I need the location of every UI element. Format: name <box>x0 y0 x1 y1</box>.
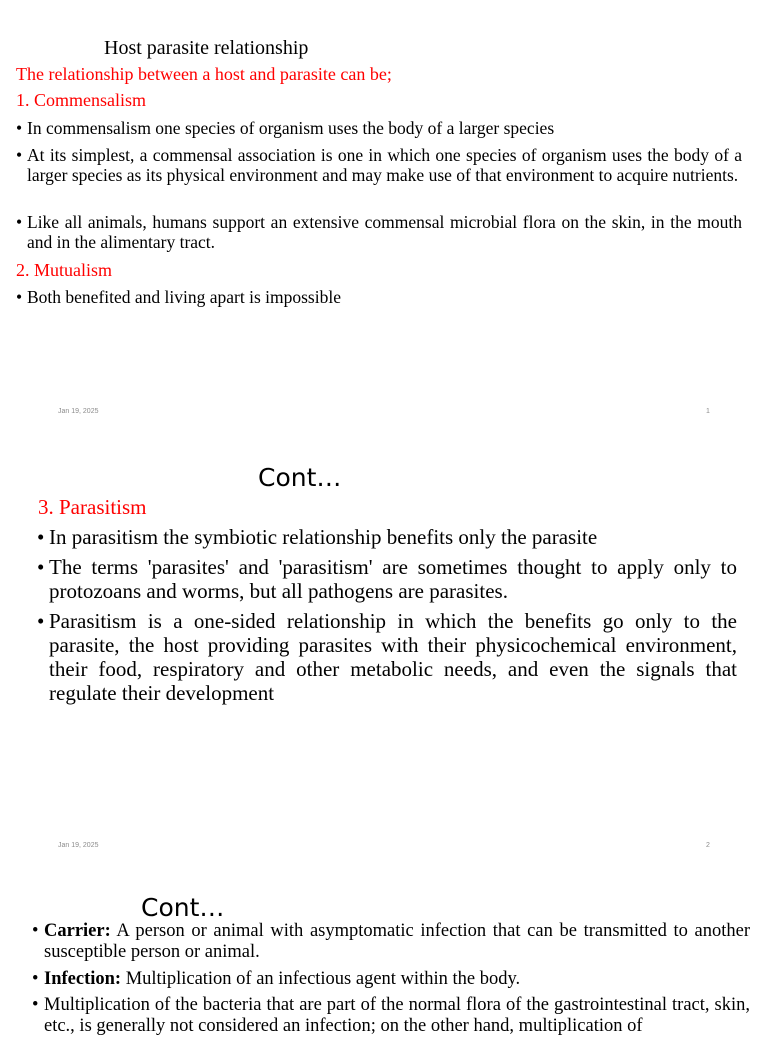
bullet-icon: • <box>32 995 39 1015</box>
bullet-text: In commensalism one species of organism uses the body of a larger species <box>27 118 555 138</box>
bullet-icon: • <box>37 525 45 549</box>
slide-1-title: Host parasite relationship <box>104 37 309 59</box>
slide-date: Jan 19, 2025 <box>58 408 99 415</box>
bullet-icon: • <box>16 212 23 232</box>
slide-2-title: Cont… <box>258 463 342 492</box>
bullet-icon: • <box>37 555 45 579</box>
bullet-icon: • <box>32 921 39 941</box>
list-item <box>37 609 737 705</box>
slide-number: 1 <box>706 408 710 415</box>
bullet-text <box>44 969 520 990</box>
bullet-icon: • <box>37 609 45 633</box>
list-item <box>16 145 742 185</box>
term-carrier: Carrier: <box>44 921 111 941</box>
slide-number: 2 <box>706 842 710 849</box>
slide-3-title: Cont… <box>141 893 225 922</box>
parasitism-heading: 3. Parasitism <box>38 495 147 519</box>
bullet-text: In parasitism the symbiotic relationship benefits only the parasite <box>49 525 598 549</box>
commensalism-heading: 1. Commensalism <box>16 90 146 110</box>
bullet-text: Like all animals, humans support an extensive commensal microbial flora on the skin, in the mouth and in the alimentary tract. <box>27 212 742 252</box>
bullet-text: Both benefited and living apart is impossible <box>27 287 341 307</box>
list-item <box>16 118 742 138</box>
slide-2 <box>0 434 768 868</box>
bullet-icon: • <box>16 287 23 307</box>
slide-3 <box>0 868 768 1036</box>
definition-infection: Multiplication of an infectious agent within the body. <box>121 969 521 989</box>
bullet-text: The terms 'parasites' and 'parasitism' are sometimes thought to apply only to protozoans and worms, but all pathogens are parasites. <box>49 555 737 603</box>
bullet-icon: • <box>32 969 39 989</box>
term-infection: Infection: <box>44 969 122 989</box>
slide-1 <box>0 0 768 434</box>
bullet-icon: • <box>16 118 23 138</box>
list-item <box>16 212 742 252</box>
list-item <box>37 555 737 603</box>
slide-1-intro: The relationship between a host and parasite can be; <box>16 64 392 84</box>
bullet-text <box>44 921 750 963</box>
bullet-text: At its simplest, a commensal association is one in which one species of organism uses the body of a larger species as its physical environment and may make use of that environment to acquire nutrients. <box>27 145 742 185</box>
list-item <box>32 969 750 990</box>
bullet-text-body: Multiplication of the bacteria that are part of the normal flora of the gastrointestinal tract, skin, etc., is generally not considered an infection; on the other hand, multiplication of <box>44 995 750 1036</box>
bullet-icon: • <box>16 145 23 165</box>
list-item <box>37 525 737 549</box>
bullet-text <box>44 995 750 1037</box>
definition-carrier: A person or animal with asymptomatic infection that can be transmitted to another susceptible person or animal. <box>44 921 750 962</box>
bullet-text: Parasitism is a one-sided relationship in which the benefits go only to the parasite, the host providing parasites with their physicochemical environment, their food, respiratory and other metabolic needs, and even the signals that regulate their development <box>49 609 737 705</box>
list-item <box>32 995 750 1037</box>
mutualism-heading: 2. Mutualism <box>16 260 113 280</box>
slide-date: Jan 19, 2025 <box>58 842 99 849</box>
list-item <box>16 287 742 307</box>
list-item <box>32 921 750 963</box>
